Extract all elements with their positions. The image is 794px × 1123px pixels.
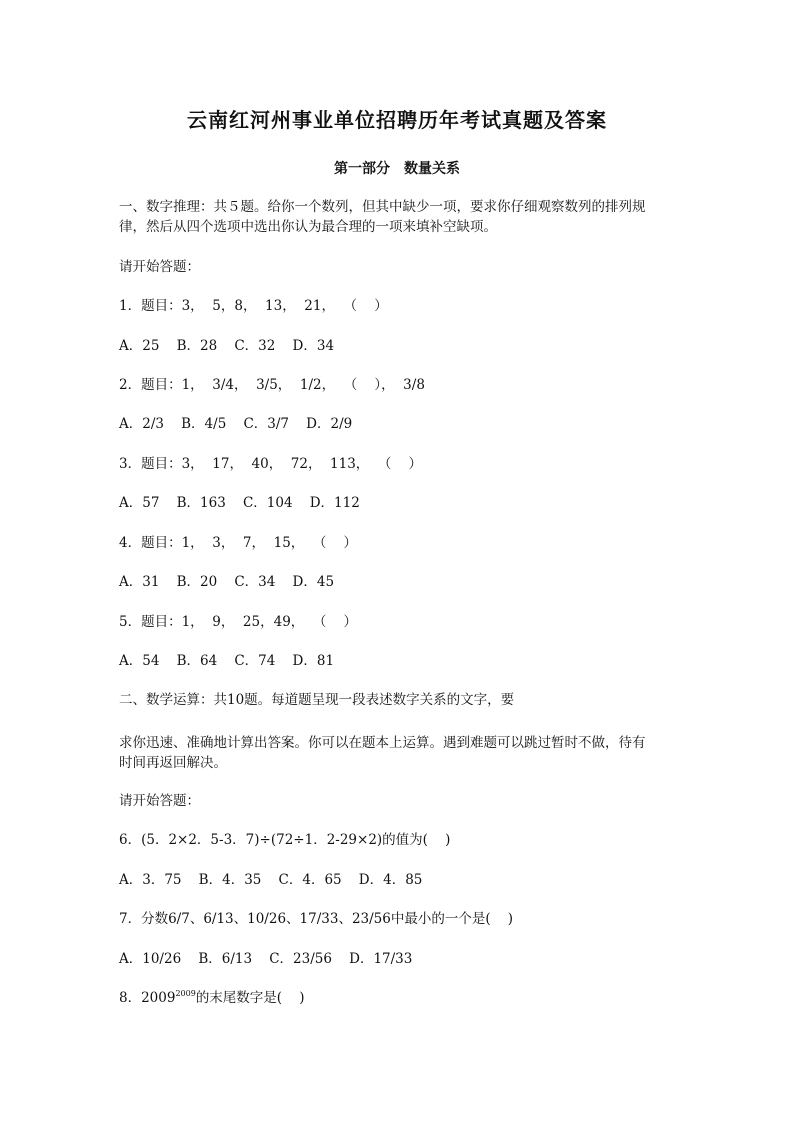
question-1-stem: 1．题目：3， 5，8， 13， 21， （ ）: [119, 298, 388, 314]
question-4-options: A．31 B．20 C．34 D．45: [119, 574, 335, 590]
question-8-prefix: 8．2009: [119, 990, 176, 1006]
section1-intro-line1: 一、数字推理：共５题。给你一个数列，但其中缺少一项，要求你仔细观察数列的排列规: [119, 199, 646, 215]
part-title: 第一部分 数量关系: [334, 161, 460, 177]
question-7-options: A．10/26 B．6/13 C．23/56 D．17/33: [119, 951, 413, 967]
section2-start: 请开始答题：: [119, 793, 200, 809]
document-title: 云南红河州事业单位招聘历年考试真题及答案: [187, 108, 607, 132]
question-5-options: A．54 B．64 C．74 D．81: [119, 653, 335, 669]
question-3-options: A．57 B．163 C．104 D．112: [119, 495, 360, 511]
section1-start: 请开始答题：: [119, 259, 200, 275]
section2-intro-line2: 求你迅速、准确地计算出答案。你可以在题本上运算。遇到难题可以跳过暂时不做，待有: [119, 735, 646, 751]
question-6-stem: 6．(5．2×2．5-3．7)÷(72÷1．2-29×2)的值为( ): [119, 832, 451, 848]
question-6-options: A．3．75 B．4．35 C．4．65 D．4．85: [119, 872, 423, 888]
question-7-stem: 7．分数6/7、6/13、10/26、17/33、23/56中最小的一个是( ): [119, 911, 514, 927]
question-2-options: A．2/3 B．4/5 C．3/7 D．2/9: [119, 416, 353, 432]
question-4-stem: 4．题目：1， 3， 7， 15， （ ）: [119, 535, 358, 551]
question-1-options: A．25 B．28 C．32 D．34: [119, 338, 335, 354]
question-8-exponent: 2009: [175, 989, 196, 998]
question-8-suffix: 的末尾数字是( ): [195, 990, 305, 1006]
question-8-stem: [119, 988, 679, 1008]
question-5-stem: 5．题目：1， 9， 25，49， （ ）: [119, 614, 358, 630]
section1-intro-line2: 律，然后从四个选项中选出你认为最合理的一项来填补空缺项。: [119, 219, 497, 235]
section2-intro-line3: 时间再返回解决。: [119, 755, 227, 771]
question-3-stem: 3．题目：3， 17， 40， 72， 113， （ ）: [119, 456, 423, 472]
question-2-stem: 2．题目：1， 3/4， 3/5， 1/2， （ ）， 3/8: [119, 377, 425, 393]
section2-intro-line1: 二、数学运算：共10题。每道题呈现一段表述数字关系的文字，要: [119, 692, 515, 708]
